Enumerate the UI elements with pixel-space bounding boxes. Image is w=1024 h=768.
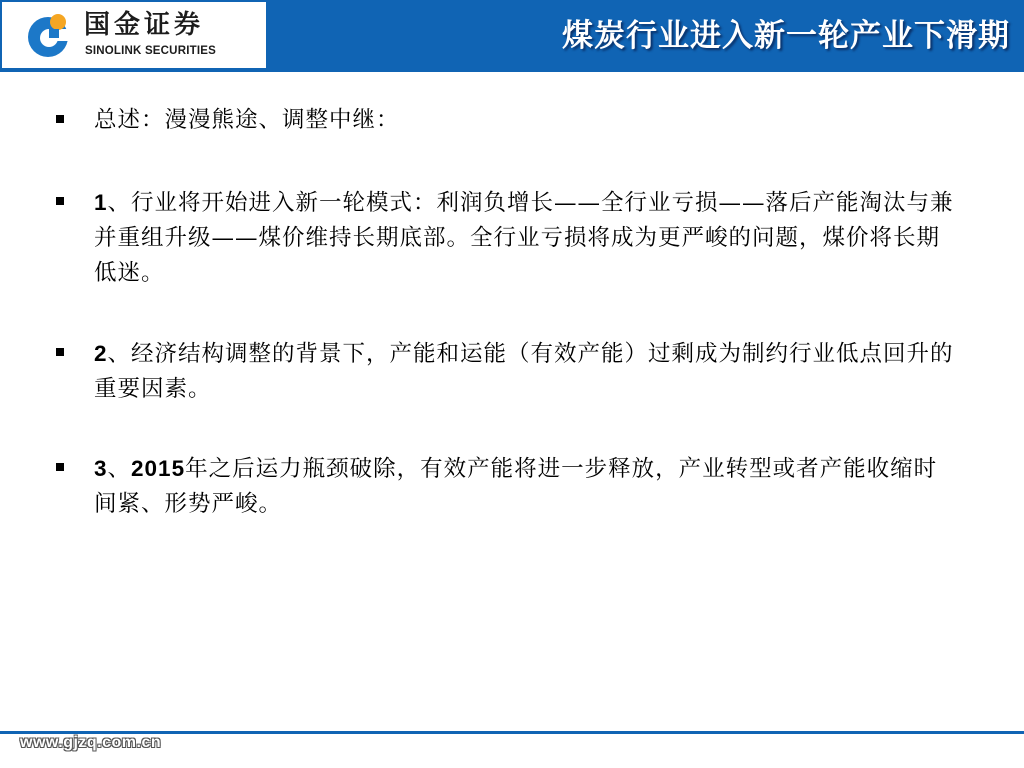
square-bullet-icon bbox=[56, 348, 64, 356]
bullet-item bbox=[56, 103, 956, 138]
bullet-item bbox=[56, 185, 956, 291]
bullet-number: 2 bbox=[94, 341, 108, 366]
bullet-text bbox=[94, 451, 956, 522]
bullet-body: 、经济结构调整的背景下，产能和运能（有效产能）过剩成为制约行业低点回升的重要因素。 bbox=[94, 341, 954, 402]
bullet-text bbox=[94, 185, 956, 291]
sinolink-logo-icon bbox=[22, 9, 74, 61]
bullet-body: 、行业将开始进入新一轮模式：利润负增长——全行业亏损——落后产能淘汰与兼并重组升级——煤价维持长期底部。全行业亏损将成为更严峻的问题，煤价将长期低迷。 bbox=[94, 190, 954, 286]
logo-text-cn: 国金证券 bbox=[84, 10, 205, 40]
bullet-text bbox=[94, 336, 956, 407]
bullet-item bbox=[56, 336, 956, 407]
bullet-body: 、 bbox=[107, 456, 132, 482]
logo-text-en: SINOLINK SECURITIES bbox=[85, 45, 216, 57]
bullet-body-continued: 年之后运力瓶颈破除，有效产能将进一步释放，产业转型或者产能收缩时间紧、形势严峻。 bbox=[94, 456, 938, 517]
square-bullet-icon bbox=[56, 463, 64, 471]
bullet-text bbox=[94, 103, 956, 138]
footer-website: www.gjzq.com.cn bbox=[20, 734, 162, 751]
square-bullet-icon bbox=[56, 115, 64, 123]
bullet-year: 2015 bbox=[131, 456, 186, 481]
bullet-number: 1 bbox=[94, 190, 108, 215]
logo bbox=[2, 2, 266, 68]
slide-title: 煤炭行业进入新一轮产业下滑期 bbox=[562, 18, 1010, 54]
bullet-item bbox=[56, 451, 956, 522]
bullet-number: 3 bbox=[94, 456, 108, 481]
header-bar bbox=[0, 0, 1024, 72]
bullet-summary: 总述：漫漫熊途、调整中继： bbox=[94, 107, 400, 133]
square-bullet-icon bbox=[56, 197, 64, 205]
